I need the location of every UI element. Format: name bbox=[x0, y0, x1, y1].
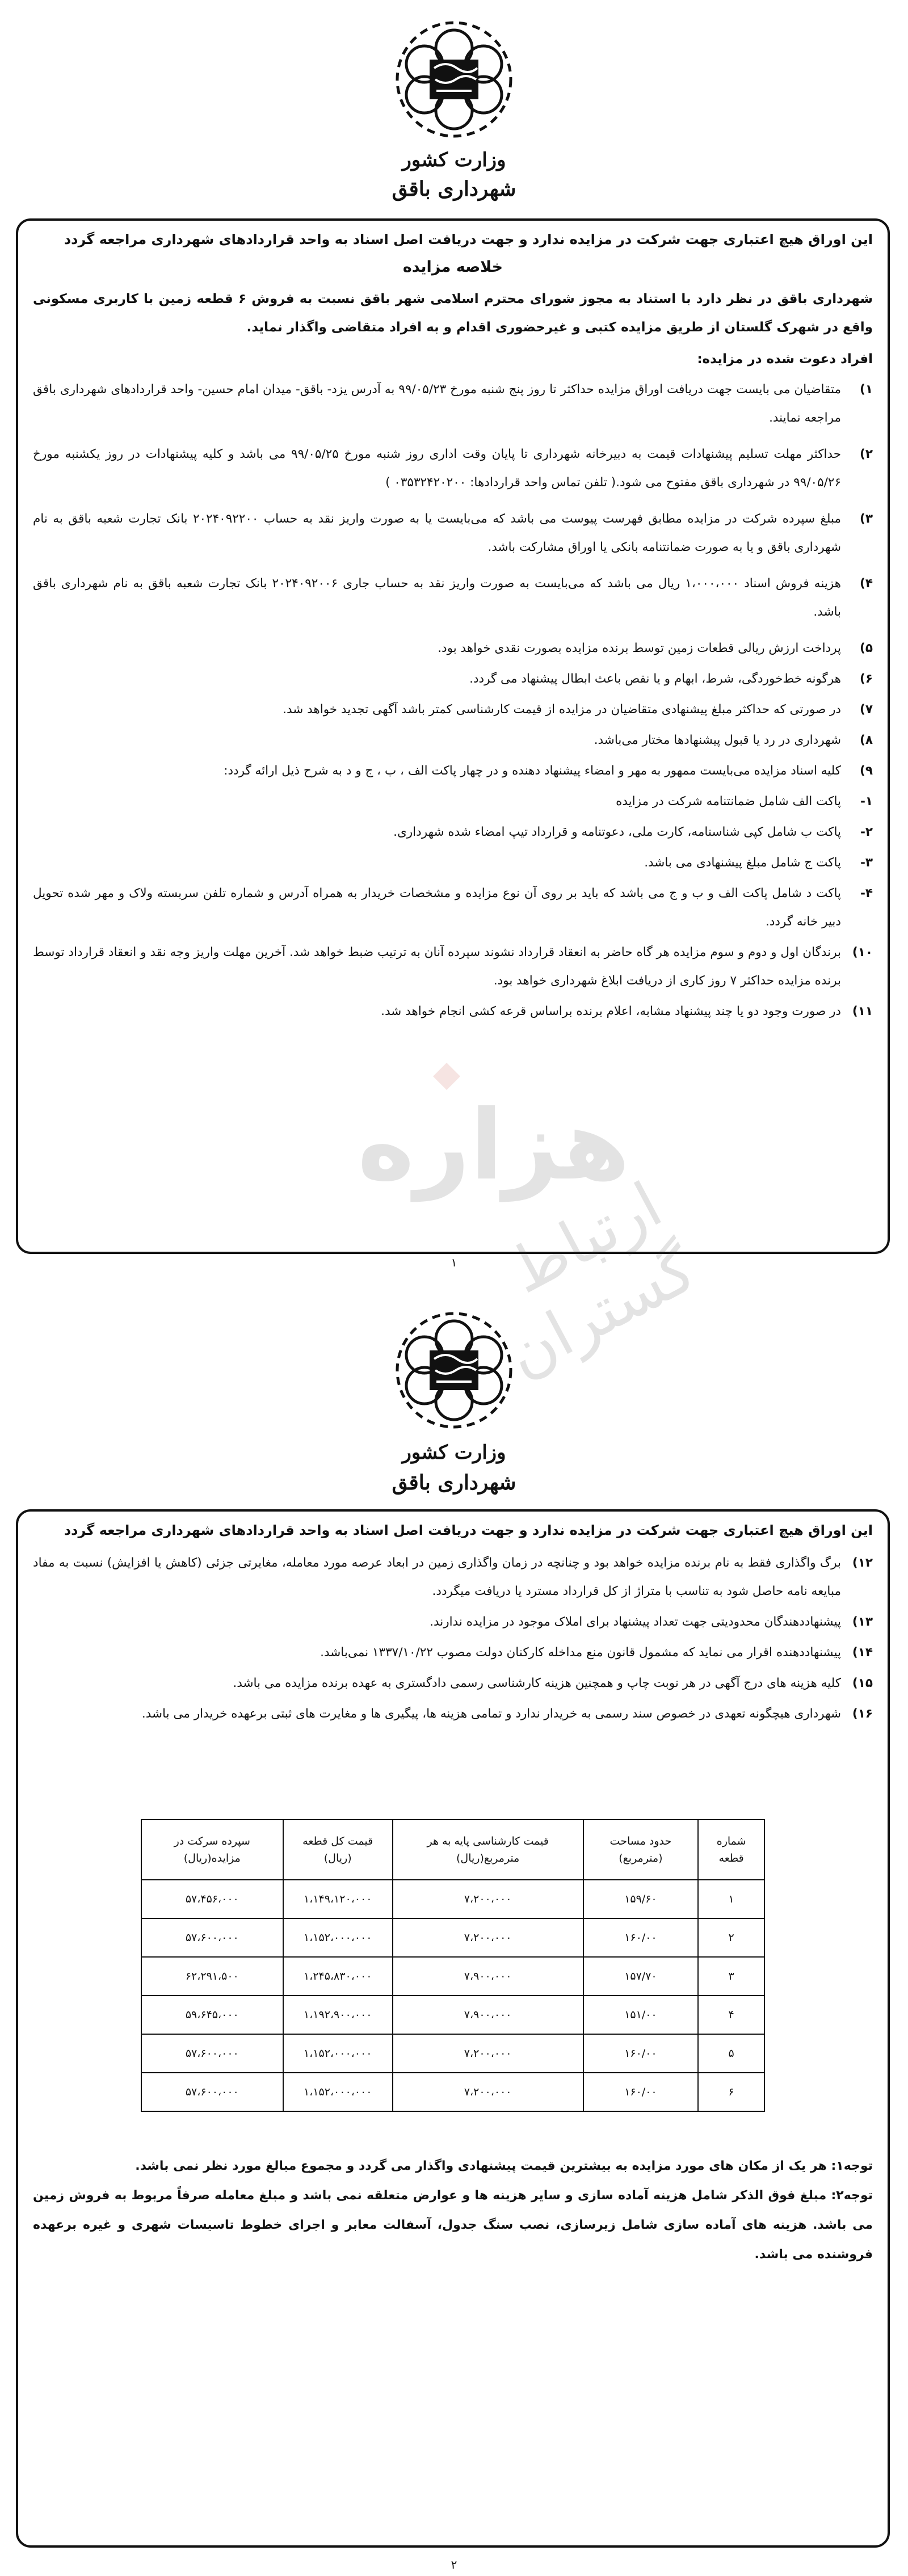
list-item: ۱۰) برندگان اول و دوم و سوم مزایده هر گاه حاضر به انعقاد قرارداد نشوند سپرده آنان به ترتیب ضبط خواهد شد. آخرین مهلت واریز وجه نقد و انعقاد قرارداد توسط برنده مزایده حداکثر ۷ روز کاری از دریافت ابلاغ شهرداری خواهد بود. bbox=[33, 945, 873, 988]
table-cell: ۵۷،۶۰۰،۰۰۰ bbox=[141, 1918, 283, 1957]
ministry-title: وزارت کشور bbox=[402, 1441, 506, 1464]
table-cell: ۴ bbox=[698, 1996, 764, 2034]
table-cell: ۷،۲۰۰،۰۰۰ bbox=[393, 1918, 583, 1957]
table-cell: ۵۹،۶۴۵،۰۰۰ bbox=[141, 1996, 283, 2034]
table-cell: ۱،۱۵۲،۰۰۰،۰۰۰ bbox=[283, 2034, 393, 2073]
table-cell: ۱،۲۴۵،۸۳۰،۰۰۰ bbox=[283, 1957, 393, 1996]
list-item: ۱۳) پیشنهاددهندگان محدودیتی جهت تعداد پیشنهاد برای املاک موجود در مزایده ندارند. bbox=[430, 1615, 873, 1629]
list-item: ۱۱) در صورت وجود دو یا چند پیشنهاد مشابه، اعلام برنده براساس قرعه کشی انجام خواهد شد. bbox=[381, 1004, 873, 1018]
table-row bbox=[141, 1957, 764, 1996]
table-cell: ۱۶۰/۰۰ bbox=[583, 2034, 699, 2073]
table-header-cell: شماره قطعه bbox=[698, 1820, 764, 1880]
table-cell: ۶ bbox=[698, 2073, 764, 2111]
auction-summary-frame bbox=[16, 218, 890, 1254]
table-cell: ۱۵۱/۰۰ bbox=[583, 1996, 699, 2034]
list-item: ۹) کلیه اسناد مزایده می‌بایست ممهور به مهر و امضاء پیشنهاد دهنده و در چهار پاکت الف ، ب ، ج و د به شرح ذیل ارائه گردد: bbox=[224, 764, 873, 778]
table-header-cell: قیمت کارشناسی پایه به هر مترمربع(ریال) bbox=[393, 1820, 583, 1880]
table-cell: ۱۶۰/۰۰ bbox=[583, 1918, 699, 1957]
list-item: ۱) متقاضیان می بایست جهت دریافت اوراق مزایده حداکثر تا روز پنج شنبه مورخ ۹۹/۰۵/۲۳ به آدرس یزد- باقق- میدان امام حسین- واحد قراردادهای شهرداری باقق مراجعه نمایند. bbox=[33, 382, 873, 425]
auction-summary-title: خلاصه مزایده bbox=[402, 258, 503, 276]
note-2: توجه۲: مبلغ فوق الذکر شامل هزینه آماده سازی و سایر هزینه ها و عوارض متعلقه نمی باشد و مبلغ معامله صرفاً مربوط به فروش زمین می باشد. هزینه های آماده سازی شامل زیرسازی، نصب سنگ جدول، آسفالت معابر و اجرای خطوط تاسیسات شهری و غیره برعهده فروشنده می باشد. bbox=[33, 2188, 873, 2262]
table-cell: ۶۲،۲۹۱،۵۰۰ bbox=[141, 1957, 283, 1996]
list-item: ۳- پاکت ج شامل مبلغ پیشنهادی می باشد. bbox=[644, 856, 873, 870]
table-cell: ۱،۱۵۲،۰۰۰،۰۰۰ bbox=[283, 1918, 393, 1957]
auction-details-frame bbox=[16, 1509, 890, 2548]
table-row bbox=[141, 1880, 764, 1918]
watermark-main-text: هزاره bbox=[357, 1089, 630, 1202]
table-cell: ۲ bbox=[698, 1918, 764, 1957]
invitees-heading: افراد دعوت شده در مزایده: bbox=[697, 352, 873, 367]
table-cell: ۱ bbox=[698, 1880, 764, 1918]
list-item: ۸) شهرداری در رد یا قبول پیشنهادها مختار می‌باشد. bbox=[594, 733, 873, 747]
notice-line: این اوراق هیچ اعتباری جهت شرکت در مزایده ندارد و جهت دریافت اصل اسناد به واحد قراردادهای شهرداری مراجعه گردد bbox=[64, 1522, 873, 1538]
page-1 bbox=[0, 0, 908, 1271]
list-item: ۱۶) شهرداری هیچگونه تعهدی در خصوص سند رسمی به خریدار ندارد و تمامی هزینه ها، پیگیری ها و مغایرت های ثبتی برعهده خریدار می باشد. bbox=[141, 1707, 873, 1721]
table-cell: ۱۵۷/۷۰ bbox=[583, 1957, 699, 1996]
list-item: ۱۲) برگ واگذاری فقط به نام برنده مزایده خواهد بود و چنانچه در زمان واگذاری زمین در ابعاد عرصه مورد معامله، مغایرتی جزئی (کاهش یا افزایش) نسبت به مفاد مبایعه نامه حاصل شود به تناسب با متراژ از کل قرارداد مسترد یا دریافت میگردد. bbox=[33, 1556, 873, 1598]
table-cell: ۵۷،۶۰۰،۰۰۰ bbox=[141, 2073, 283, 2111]
table-cell: ۷،۲۰۰،۰۰۰ bbox=[393, 2034, 583, 2073]
list-item: ۶) هرگونه خط‌خوردگی، شرط، ابهام و یا نقص باعث ابطال پیشنهاد می گردد. bbox=[469, 672, 873, 686]
ministry-title: وزارت کشور bbox=[402, 149, 506, 171]
table-header-cell: حدود مساحت (مترمربع) bbox=[583, 1820, 699, 1880]
page-number: ۲ bbox=[451, 2558, 457, 2571]
list-item: ۱۵) کلیه هزینه های درج آگهی در هر نوبت چاپ و همچنین هزینه کارشناسی رسمی دادگستری به عهده برنده مزایده می باشد. bbox=[233, 1676, 873, 1690]
table-cell: ۱۶۰/۰۰ bbox=[583, 2073, 699, 2111]
list-item: ۱۴) پیشنهاددهنده اقرار می نماید که مشمول قانون منع مداخله کارکنان دولت مصوب ۱۳۳۷/۱۰/۲۲ نمی‌باشد. bbox=[320, 1645, 873, 1660]
lots-table bbox=[141, 1819, 765, 2112]
table-cell: ۱۵۹/۶۰ bbox=[583, 1880, 699, 1918]
table-cell: ۵۷،۶۰۰،۰۰۰ bbox=[141, 2034, 283, 2073]
page-number: ۱ bbox=[451, 1256, 457, 1269]
list-item: ۱- پاکت الف شامل ضمانتنامه شرکت در مزایده bbox=[616, 794, 873, 809]
table-cell: ۱،۱۴۹،۱۲۰،۰۰۰ bbox=[283, 1880, 393, 1918]
table-row bbox=[141, 2034, 764, 2073]
municipality-emblem-icon bbox=[389, 14, 519, 145]
municipality-title: شهرداری باقق bbox=[392, 177, 516, 201]
notice-line: این اوراق هیچ اعتباری جهت شرکت در مزایده ندارد و جهت دریافت اصل اسناد به واحد قراردادهای شهرداری مراجعه گردد bbox=[64, 231, 873, 247]
municipality-title: شهرداری باقق bbox=[392, 1471, 516, 1495]
list-item: ۳) مبلغ سپرده شرکت در مزایده مطابق فهرست پیوست می باشد که می‌بایست یا به صورت واریز نقد به حساب ۲۰۲۴۰۹۲۲۰۰ بانک تجارت شعبه باقق به نام شهرداری باقق و یا به صورت ضمانتنامه بانکی یا اوراق مشارکت باشد. bbox=[33, 512, 873, 554]
table-cell: ۵ bbox=[698, 2034, 764, 2073]
note-1: توجه۱: هر یک از مکان های مورد مزایده به بیشترین قیمت پیشنهادی واگذار می گردد و مجموع مبالغ مورد نظر نمی باشد. bbox=[135, 2159, 873, 2173]
page-2 bbox=[0, 1271, 908, 2576]
table-row bbox=[141, 1918, 764, 1957]
table-cell: ۱،۱۵۲،۰۰۰،۰۰۰ bbox=[283, 2073, 393, 2111]
table-cell: ۳ bbox=[698, 1957, 764, 1996]
table-cell: ۷،۹۰۰،۰۰۰ bbox=[393, 1957, 583, 1996]
table-header-cell: قیمت کل قطعه (ریال) bbox=[283, 1820, 393, 1880]
list-item: ۴- پاکت د شامل پاکت الف و ب و ج می باشد که باید بر روی آن نوع مزایده و مشخصات خریدار به همراه آدرس و شماره تلفن سربسته ولاک و مهر شده تحویل دبیر خانه گردد. bbox=[33, 886, 873, 929]
table-cell: ۷،۹۰۰،۰۰۰ bbox=[393, 1996, 583, 2034]
intro-paragraph: شهرداری باقق در نظر دارد با استناد به مجوز شورای محترم اسلامی شهر باقق نسبت به فروش ۶ قطعه زمین با کاربری مسکونی واقع در شهرک گلستان از طریق مزایده کتبی و غیرحضوری اقدام و به افراد متقاضی واگذار نماید. bbox=[33, 292, 873, 335]
table-header-row bbox=[141, 1820, 764, 1880]
table-cell: ۷،۲۰۰،۰۰۰ bbox=[393, 2073, 583, 2111]
list-item: ۷) در صورتی که حداکثر مبلغ پیشنهادی متقاضیان در مزایده از قیمت کارشناسی کمتر باشد آگهی تجدید خواهد شد. bbox=[283, 702, 873, 717]
conditions-list bbox=[33, 376, 873, 1026]
table-header-cell: سپرده سرکت در مزایده(ریال) bbox=[141, 1820, 283, 1880]
list-item: ۲- پاکت ب شامل کپی شناسنامه، کارت ملی، دعوتنامه و قرارداد تیپ امضاء شده شهرداری. bbox=[393, 825, 873, 839]
conditions-list-continued bbox=[33, 1549, 873, 1728]
municipality-emblem-icon bbox=[389, 1305, 519, 1436]
table-row bbox=[141, 1996, 764, 2034]
table-cell: ۷،۲۰۰،۰۰۰ bbox=[393, 1880, 583, 1918]
table-row bbox=[141, 2073, 764, 2111]
watermark-sub-text: ارتباط گستران bbox=[494, 1168, 708, 1391]
table-cell: ۱،۱۹۲،۹۰۰،۰۰۰ bbox=[283, 1996, 393, 2034]
list-item: ۴) هزینه فروش اسناد ۱،۰۰۰،۰۰۰ ریال می باشد که می‌بایست به صورت واریز نقد به حساب جاری ۲۰۲۴۰۹۲۰۰۶ بانک تجارت شعبه باقق به نام شهرداری باقق باشد. bbox=[33, 576, 873, 619]
list-item: ۵) پرداخت ارزش ریالی قطعات زمین توسط برنده مزایده بصورت نقدی خواهد بود. bbox=[438, 641, 873, 655]
table-cell: ۵۷،۴۵۶،۰۰۰ bbox=[141, 1880, 283, 1918]
notes-section bbox=[33, 2152, 873, 2270]
list-item: ۲) حداکثر مهلت تسلیم پیشنهادات قیمت به دبیرخانه شهرداری تا پایان وقت اداری روز شنبه مورخ ۹۹/۰۵/۲۵ می باشد و کلیه پیشنهادات در روز یکشنبه مورخ ۹۹/۰۵/۲۶ در شهرداری باقق مفتوح می شود.( تلفن تماس واحد قراردادها: ۰۳۵۳۲۴۲۰۲۰۰ ) bbox=[33, 447, 873, 490]
